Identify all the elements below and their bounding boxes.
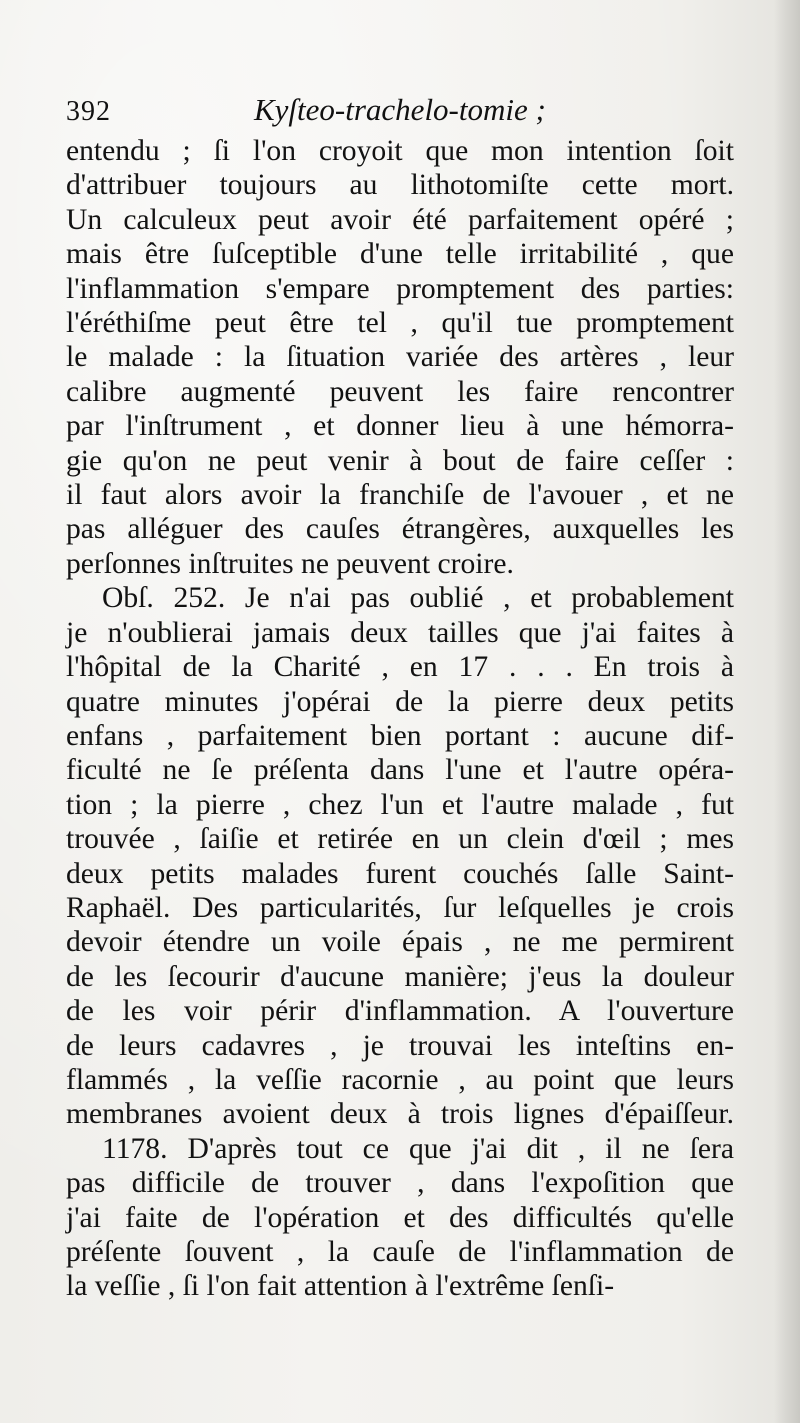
text-line: j'ai faite de l'opération et des difficultés qu'elle [66,1201,734,1234]
text-line: je n'oublierai jamais deux tailles que j'ai faites à [66,616,734,649]
text-line: l'éréthiſme peut être tel , qu'il tue promptement [66,307,734,340]
text-line: tion ; la pierre , chez l'un et l'autre malade , fut [66,788,734,821]
text-line: quatre minutes j'opérai de la pierre deux petits [66,685,734,718]
text-line: de les voir périr d'inflammation. A l'ouverture [66,995,734,1028]
text-line: de les ſecourir d'aucune manière; j'eus la douleur [66,960,734,993]
text-line: Raphaël. Des particularités, ſur leſquelles je crois [66,891,734,924]
text-line: flammés , la veſſie racornie , au point que leurs [66,1063,734,1096]
text-line: ficulté ne ſe préſenta dans l'une et l'autre opéra- [66,754,734,787]
text-line: l'inflammation s'empare promptement des parties: [66,272,734,305]
text-line: préſente ſouvent , la cauſe de l'inflammation de [66,1236,734,1268]
text-line: Obſ. 252. Je n'ai pas oublié , et probablement [102,582,734,615]
text-line: le malade : la ſituation variée des artères , leur [66,341,734,374]
text-line: devoir étendre un voile épais , ne me permirent [66,926,734,959]
page-number: 392 [66,96,111,127]
text-line: trouvée , ſaiſie et retirée en un clein d'œil ; mes [66,823,734,856]
text-line: de leurs cadavres , je trouvai les inteſtins en- [66,1029,734,1062]
text-line: deux petits malades furent couchés ſalle Saint- [66,857,734,890]
body-text [66,134,734,1304]
text-line: membranes avoient deux à trois lignes d'épaiſſeur. [66,1098,734,1131]
text-line: perſonnes inſtruites ne peuvent croire. [66,547,514,580]
text-line: pas alléguer des cauſes étrangères, auxquelles les [66,513,734,546]
text-line: mais être ſuſceptible d'une telle irritabilité , que [66,238,734,271]
text-line: enfans , parfaitement bien portant : aucune dif- [66,719,734,752]
text-line: pas difficile de trouver , dans l'expoſition que [66,1167,734,1200]
text-line: entendu ; ſi l'on croyoit que mon intention ſoit [66,135,734,167]
page-header [66,88,746,138]
text-line: l'hôpital de la Charité , en 17 . . . En trois à [66,651,734,684]
text-line: par l'inſtrument , et donner lieu à une hémorra- [66,410,734,443]
text-line: calibre augmenté peuvent les faire rencontrer [66,375,734,408]
page-edge-shadow [774,0,800,1423]
text-line: il faut alors avoir la franchiſe de l'avouer , et ne [66,479,734,512]
text-line: Un calculeux peut avoir été parfaitement opéré ; [66,203,734,236]
text-line: gie qu'on ne peut venir à bout de faire ceſſer : [66,444,734,477]
text-line: d'attribuer toujours au lithotomiſte cette mort. [66,169,734,202]
running-head: Kyſteo-trachelo-tomie ; [254,92,546,127]
text-line: 1178. D'après tout ce que j'ai dit , il ne ſera [102,1132,734,1165]
text-line: la veſſie , ſi l'on fait attention à l'extrême ſenſi- [66,1270,615,1303]
